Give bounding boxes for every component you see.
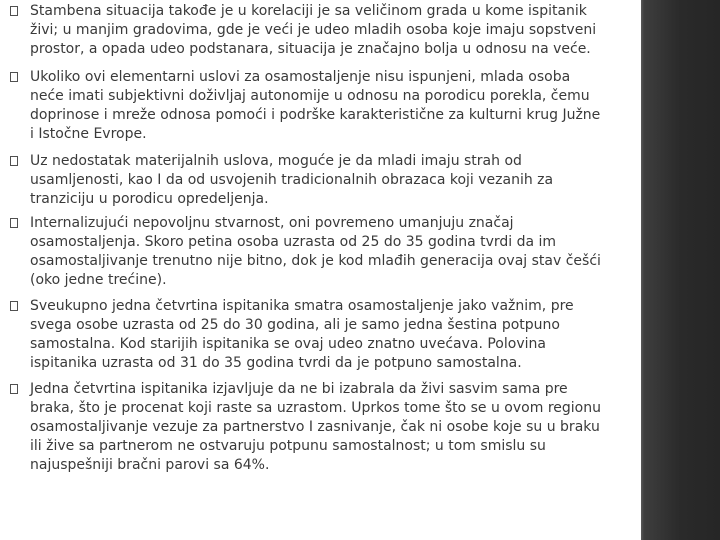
- bullet-text: Stambena situacija takođe je u korelaciji je sa veličinom grada u kome ispitanik živi; u manjim gradovima, gde je veći je udeo mladih osoba koje imaju sopstveni prostor, a opada udeo podstanara, situacija je značajno bolja u odnosu na veće.: [30, 3, 597, 57]
- checkbox-square-icon: [10, 301, 18, 311]
- bullet-text: Uz nedostatak materijalnih uslova, moguće je da mladi imaju strah od usamljenosti, kao I da od usvojenih tradicionalnih obrazaca koji vezanih za tranziciju u porodicu opredeljenja.: [30, 153, 554, 207]
- checkbox-square-icon: [10, 6, 18, 16]
- checkbox-square-icon: [10, 72, 18, 82]
- checkbox-square-icon: [10, 218, 18, 228]
- bullet-text: Sveukupno jedna četvrtina ispitanika smatra osamostaljenje jako važnim, pre svega osobe uzrasta od 25 do 30 godina, ali je samo jedna šestina potpuno samostalna. Kod starijih ispitanika se ovaj udeo znatno uvećava. Polovina ispitanika uzrasta od 31 do 35 godina tvrdi da je potpuno samostalna.: [30, 298, 574, 371]
- decorative-side-bar: [641, 0, 720, 540]
- checkbox-square-icon: [10, 384, 18, 394]
- checkbox-square-icon: [10, 156, 18, 166]
- bullet-text: Internalizujući nepovoljnu stvarnost, oni povremeno umanjuju značaj osamostaljenja. Skoro petina osoba uzrasta od 25 do 35 godina tvrdi da im osamostaljivanje trenutno nije bitno, dok je kod mlađih generacija ovaj stav češći (oko jedne trećine).: [30, 215, 601, 288]
- bullet-text: Jedna četvrtina ispitanika izjavljuje da ne bi izabrala da živi sasvim sama pre braka, što je procenat koji raste sa uzrastom. Uprkos tome što se u ovom regionu osamostaljivanje vezuje za partnerstvo I zasnivanje, čak ni osobe koje su u braku ili žive sa partnerom ne ostvaruju potpunu samostalnost; u tom smislu su najuspešniji bračni parovi sa 64%.: [30, 381, 601, 473]
- bullet-text: Ukoliko ovi elementarni uslovi za osamostaljenje nisu ispunjeni, mlada osoba neće imati subjektivni doživljaj autonomije u odnosu na porodicu porekla, čemu doprinose i mreže odnosa pomoći i podrške karakteristične za kulturni krug Južne i Istočne Evrope.: [30, 69, 601, 142]
